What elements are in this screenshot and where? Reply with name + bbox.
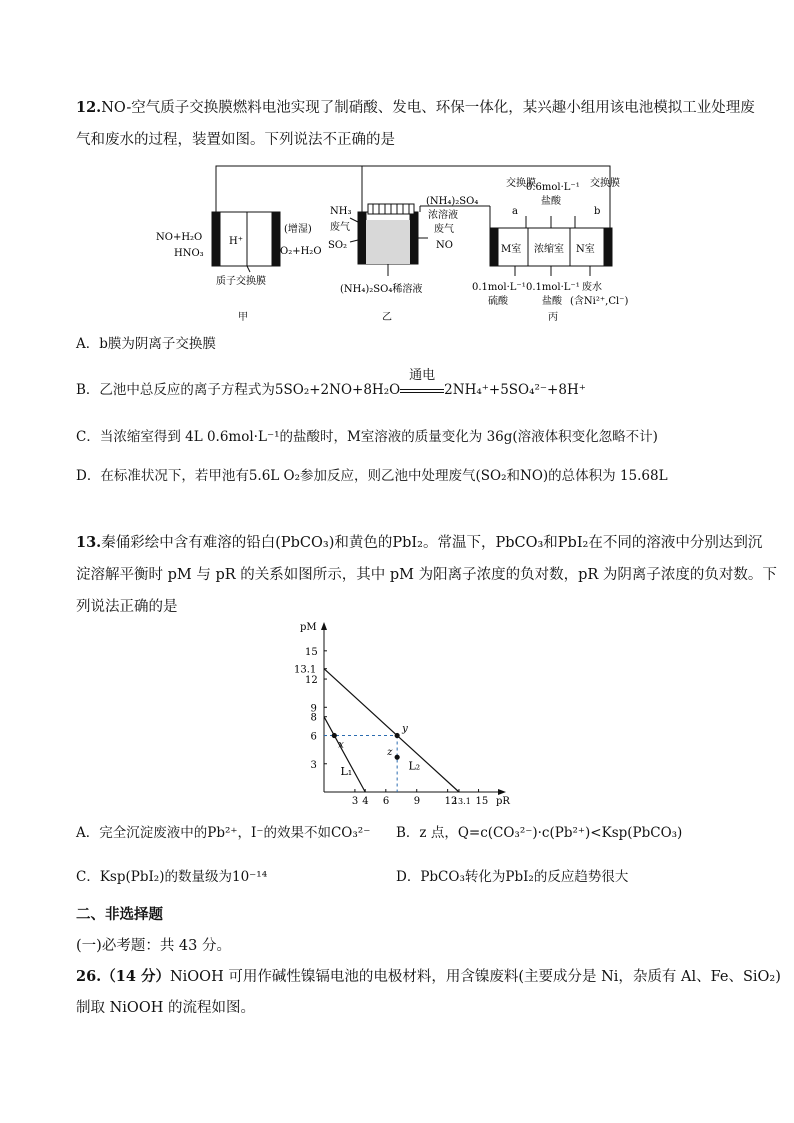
series-label: L₂ — [408, 759, 421, 773]
q26-number: 26. — [76, 968, 102, 985]
bing-waste-water-ions: (含Ni²⁺,Cl⁻) — [570, 296, 629, 307]
bing-b: b — [594, 206, 601, 217]
q13-option-d: D．PbCO₃转化为PbI₂的反应趋势很大 — [396, 869, 629, 885]
condition-label: 通电 — [409, 368, 436, 383]
bing-h2so4-label: 硫酸 — [488, 296, 508, 307]
bing-exchange-left: 交换膜 — [506, 178, 536, 189]
yi-nh3: NH₃ — [330, 206, 352, 217]
bing-waste-water: 废水 — [582, 282, 602, 293]
y-axis-label: pM — [300, 622, 317, 633]
bing-label: 丙 — [548, 312, 558, 323]
y-tick-label: 8 — [310, 712, 317, 724]
jia-right-top: (增湿) — [284, 224, 312, 235]
y-tick-label: 6 — [310, 731, 317, 743]
jia-label: 甲 — [238, 312, 248, 323]
q13-number: 13. — [76, 534, 102, 551]
q13-stem-line-3: 列说法正确的是 — [76, 599, 178, 615]
q12-stem-line-1 — [76, 98, 755, 118]
data-point — [395, 755, 400, 760]
membrane-label: 质子交换膜 — [216, 276, 266, 287]
q12-apparatus-diagram — [150, 160, 650, 330]
series-line — [324, 717, 365, 792]
x-tick-label: 15 — [475, 796, 489, 807]
x-axis-label: pR — [496, 796, 510, 807]
jia-left-top: NO+H₂O — [156, 232, 203, 243]
point-label: y — [402, 723, 408, 735]
bing-a: a — [512, 206, 518, 217]
bing-conc-room: 浓缩室 — [534, 244, 564, 255]
bing-hcl-label: 盐酸 — [542, 296, 562, 307]
bing-m-room: M室 — [501, 244, 522, 255]
q13-option-a: A．完全沉淀废液中的Pb²⁺，I⁻的效果不如CO₃²⁻ — [76, 825, 371, 841]
q13-option-b: B．z 点，Q=c(CO₃²⁻)·c(Pb²⁺)<Ksp(PbCO₃) — [396, 825, 683, 841]
x-tick-label: 13.1 — [452, 797, 471, 806]
yi-conc-solution: 浓溶液 — [428, 210, 458, 221]
section-2-required: (一)必考题：共 43 分。 — [76, 938, 231, 954]
x-tick-label: 9 — [413, 796, 421, 807]
y-axis-arrow — [321, 622, 327, 630]
data-point — [332, 733, 337, 738]
data-point — [395, 733, 400, 738]
bing-exchange-right: 交换膜 — [590, 178, 620, 189]
jia-right-bottom: O₂+H₂O — [280, 246, 322, 257]
point-label: z — [387, 747, 393, 759]
x-tick-label: 12 — [444, 796, 458, 807]
q12-stem-text-1: NO-空气质子交换膜燃料电池实现了制硝酸、发电、环保一体化，某兴趣小组用该电池模拟工业处理废 — [101, 100, 755, 116]
bing-h2so4: 0.1mol·L⁻¹ — [472, 282, 526, 293]
q12-number: 12. — [76, 99, 102, 116]
q26-stem-text-1: NiOOH 可用作碱性镍镉电池的电极材料，用含镍废料(主要成分是 Ni，杂质有 Al、Fe、SiO₂) — [169, 969, 781, 985]
x-tick-label: 3 — [351, 796, 359, 807]
q12-option-b — [76, 368, 586, 400]
yi-label: 乙 — [382, 312, 392, 323]
point-label: x — [338, 739, 344, 751]
yi-no: NO — [436, 240, 453, 251]
section-2-title: 二、非选择题 — [76, 906, 163, 923]
yi-dilute: (NH₄)₂SO₄稀溶液 — [340, 284, 423, 295]
q13-option-c: C．Ksp(PbI₂)的数量级为10⁻¹⁴ — [76, 869, 268, 885]
q13-stem-line-1 — [76, 533, 762, 553]
q12-option-b-prefix: B．乙池中总反应的离子方程式为5SO₂+2NO+8H₂O — [76, 382, 401, 398]
q12-option-c: C．当浓缩室得到 4L 0.6mol·L⁻¹的盐酸时，M室溶液的质量变化为 36g(溶液体积变化忽略不计) — [76, 429, 658, 445]
y-tick-label: 12 — [305, 675, 318, 687]
bing-hcl: 0.1mol·L⁻¹ — [526, 282, 580, 293]
x-axis-arrow — [498, 789, 506, 795]
q12-option-d: D．在标准状况下，若甲池有5.6L O₂参加反应，则乙池中处理废气(SO₂和NO)的总体积为 15.68L — [76, 468, 668, 484]
series-label: L₁ — [340, 765, 353, 779]
y-tick-label: 15 — [305, 646, 318, 658]
q12-option-b-suffix: 2NH₄⁺+5SO₄²⁻+8H⁺ — [444, 382, 586, 398]
yi-so2: SO₂ — [328, 240, 348, 251]
yi-nh4so4-conc: (NH₄)₂SO₄ — [426, 196, 479, 207]
bing-hcl-top: 0.6mol·L⁻¹ — [526, 182, 580, 193]
q26-stem-line-2: 制取 NiOOH 的流程如图。 — [76, 1000, 255, 1016]
bing-hcl-top-label: 盐酸 — [541, 196, 561, 207]
y-tick-label: 3 — [310, 759, 317, 771]
q26-score: （14 分） — [101, 968, 170, 985]
bing-n-room: N室 — [576, 244, 595, 255]
q12-stem-line-2: 气和废水的过程，装置如图。下列说法不正确的是 — [76, 132, 395, 148]
jia-h-plus: H⁺ — [229, 236, 243, 247]
electrolysis-condition — [400, 368, 444, 400]
y-tick-label: 13.1 — [294, 664, 317, 676]
yi-waste-gas: 废气 — [330, 222, 350, 233]
q26-stem-line-1 — [76, 967, 781, 987]
jia-left-bottom: HNO₃ — [174, 248, 204, 259]
q12-option-a: A．b膜为阴离子交换膜 — [76, 336, 216, 352]
x-tick-label: 6 — [382, 796, 390, 807]
x-tick-label: 4 — [362, 796, 369, 807]
pm-pr-chart — [288, 624, 508, 814]
q13-stem-text-1: 秦俑彩绘中含有难溶的铅白(PbCO₃)和黄色的PbI₂。常温下，PbCO₃和PbI₂在不同的溶液中分别达到沉 — [101, 535, 763, 551]
yi-waste-gas-right: 废气 — [434, 224, 454, 235]
y-tick-label: 9 — [310, 703, 317, 715]
q13-stem-line-2: 淀溶解平衡时 pM 与 pR 的关系如图所示，其中 pM 为阳离子浓度的负对数，pR 为阴离子浓度的负对数。下 — [76, 567, 777, 583]
